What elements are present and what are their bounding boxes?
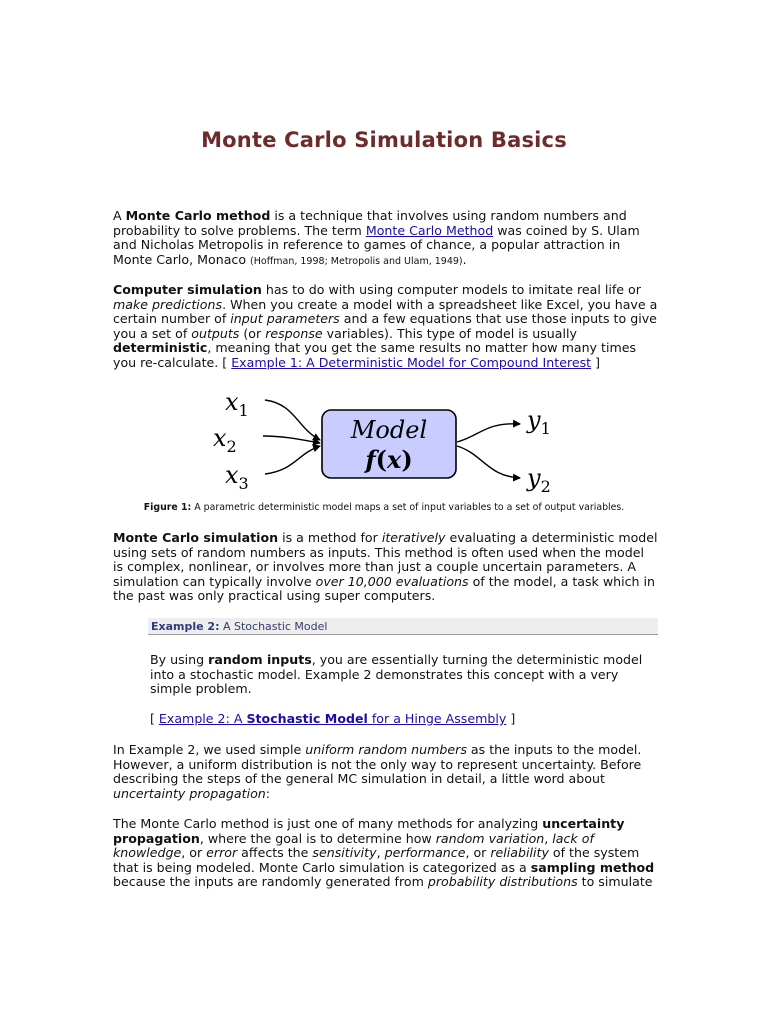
bold-term: deterministic	[113, 340, 208, 356]
italic-term: iteratively	[381, 530, 446, 545]
text: ,	[544, 830, 553, 846]
example-2-link[interactable]: Example 2: A Stochastic Model for a Hinge Assembly	[158, 711, 507, 726]
italic-term: performance	[384, 845, 466, 861]
text: :	[265, 785, 271, 801]
monte-carlo-method-link[interactable]: Monte Carlo Method	[365, 222, 494, 238]
uniform-distribution-paragraph	[113, 743, 658, 801]
text: ,	[376, 845, 385, 861]
italic-term: over 10,000 evaluations	[315, 573, 469, 589]
arrow-x3	[265, 446, 320, 474]
page-title: Monte Carlo Simulation Basics	[201, 128, 567, 152]
italic-term: reliability	[490, 845, 549, 861]
text: , you are essentially turning the deterministic model into a stochastic model. Example 2 demonstrates this concept with a very simple problem.	[150, 652, 643, 697]
text: of the system that is being modeled. Monte Carlo simulation is categorized as a	[113, 845, 640, 875]
arrow-x2	[263, 436, 320, 443]
italic-term: probability distributions	[427, 874, 578, 890]
text: as the inputs to the model. However, a uniform distribution is not the only way to represent uncertainty. Before describing the steps of the general MC simulation in detail, a little word about	[113, 742, 642, 787]
text: of the model, a task which in the past was only practical using super computers.	[113, 573, 656, 604]
bold-term: Monte Carlo method	[125, 208, 271, 223]
example-2-link-paragraph	[150, 712, 655, 727]
italic-term: make predictions	[113, 296, 223, 312]
text: is a method for	[278, 530, 382, 545]
text: , or	[181, 845, 207, 861]
bold-term: Computer simulation	[113, 282, 262, 297]
model-label: Model	[350, 416, 428, 444]
monte-carlo-simulation-paragraph	[113, 531, 658, 604]
bold-term: Monte Carlo simulation	[113, 530, 279, 545]
model-function: f(x)	[365, 445, 413, 474]
intro-paragraph	[113, 209, 658, 269]
text: to simulate	[577, 874, 653, 890]
text: A	[113, 208, 126, 223]
arrow-x1	[265, 400, 320, 440]
italic-term: outputs	[191, 325, 240, 341]
text: .	[462, 251, 467, 267]
text: affects the	[237, 845, 313, 861]
computer-simulation-paragraph	[113, 283, 658, 371]
input-x1-label: $x_1$	[225, 388, 249, 420]
text: By using	[150, 652, 209, 667]
input-x3-label: $x_3$	[225, 461, 249, 493]
citation: (Hoffman, 1998; Metropolis and Ulam, 1949)	[250, 255, 463, 267]
bold-term: sampling method	[530, 859, 655, 875]
text: . When you create a model with a spreadsheet like Excel, you have a certain number of	[113, 296, 658, 327]
figure-caption	[0, 502, 768, 514]
text: [	[150, 711, 159, 726]
arrow-y1	[457, 424, 520, 442]
output-y1-label: $y_1$	[527, 406, 551, 438]
italic-term: error	[206, 845, 238, 861]
uncertainty-propagation-paragraph	[113, 817, 658, 890]
text: evaluating a deterministic model using sets of random numbers as inputs. This method is often used when the model is complex, nonlinear, or involves more than just a couple uncertain parameters. A simulation can typically involve	[113, 530, 658, 589]
input-x2-label: $x_2$	[213, 424, 237, 456]
bold-term: uncertainty propagation	[113, 816, 625, 846]
italic-term: uniform random numbers	[305, 742, 467, 757]
arrow-y2	[457, 446, 520, 478]
text: , where the goal is to determine how	[199, 830, 436, 846]
example-1-link[interactable]: Example 1: A Deterministic Model for Compound Interest	[231, 354, 592, 370]
text: In Example 2, we used simple	[113, 742, 306, 757]
random-inputs-paragraph	[150, 653, 655, 697]
italic-term: lack of knowledge	[113, 830, 594, 861]
bold-term: random inputs	[208, 652, 312, 667]
text: is a technique that involves using random numbers and probability to solve problems. The term	[113, 208, 627, 238]
italic-term: sensitivity	[312, 845, 377, 861]
text: ]	[591, 354, 601, 370]
italic-term: random variation	[435, 830, 545, 846]
caption-text: A parametric deterministic model maps a set of input variables to a set of output variables.	[191, 502, 625, 513]
output-y2-label: $y_2$	[527, 464, 551, 496]
text: ]	[506, 711, 516, 726]
text: has to do with using computer models to imitate real life or	[261, 282, 641, 297]
example-2-header	[148, 618, 658, 635]
text: , or	[465, 845, 491, 861]
text: variables). This type of model is usually	[322, 325, 577, 341]
text: was coined by S. Ulam and Nicholas Metropolis in reference to games of chance, a popular attraction in Monte Carlo, Monaco	[113, 222, 640, 267]
italic-term: response	[265, 325, 323, 341]
italic-term: input parameters	[230, 311, 340, 327]
example-2-label: Example 2:	[151, 620, 220, 633]
example-2-title: A Stochastic Model	[219, 620, 328, 633]
text: , meaning that you get the same results no matter how many times you re-calculate. [	[113, 340, 637, 370]
caption-label: Figure 1:	[143, 502, 192, 513]
text: because the inputs are randomly generated from	[113, 874, 428, 890]
text: (or	[239, 325, 266, 341]
model-diagram	[205, 388, 565, 498]
text: The Monte Carlo method is just one of many methods for analyzing	[113, 816, 543, 831]
text: and a few equations that use those inputs to give you a set of	[113, 311, 657, 341]
italic-term: uncertainty propagation	[113, 785, 266, 801]
